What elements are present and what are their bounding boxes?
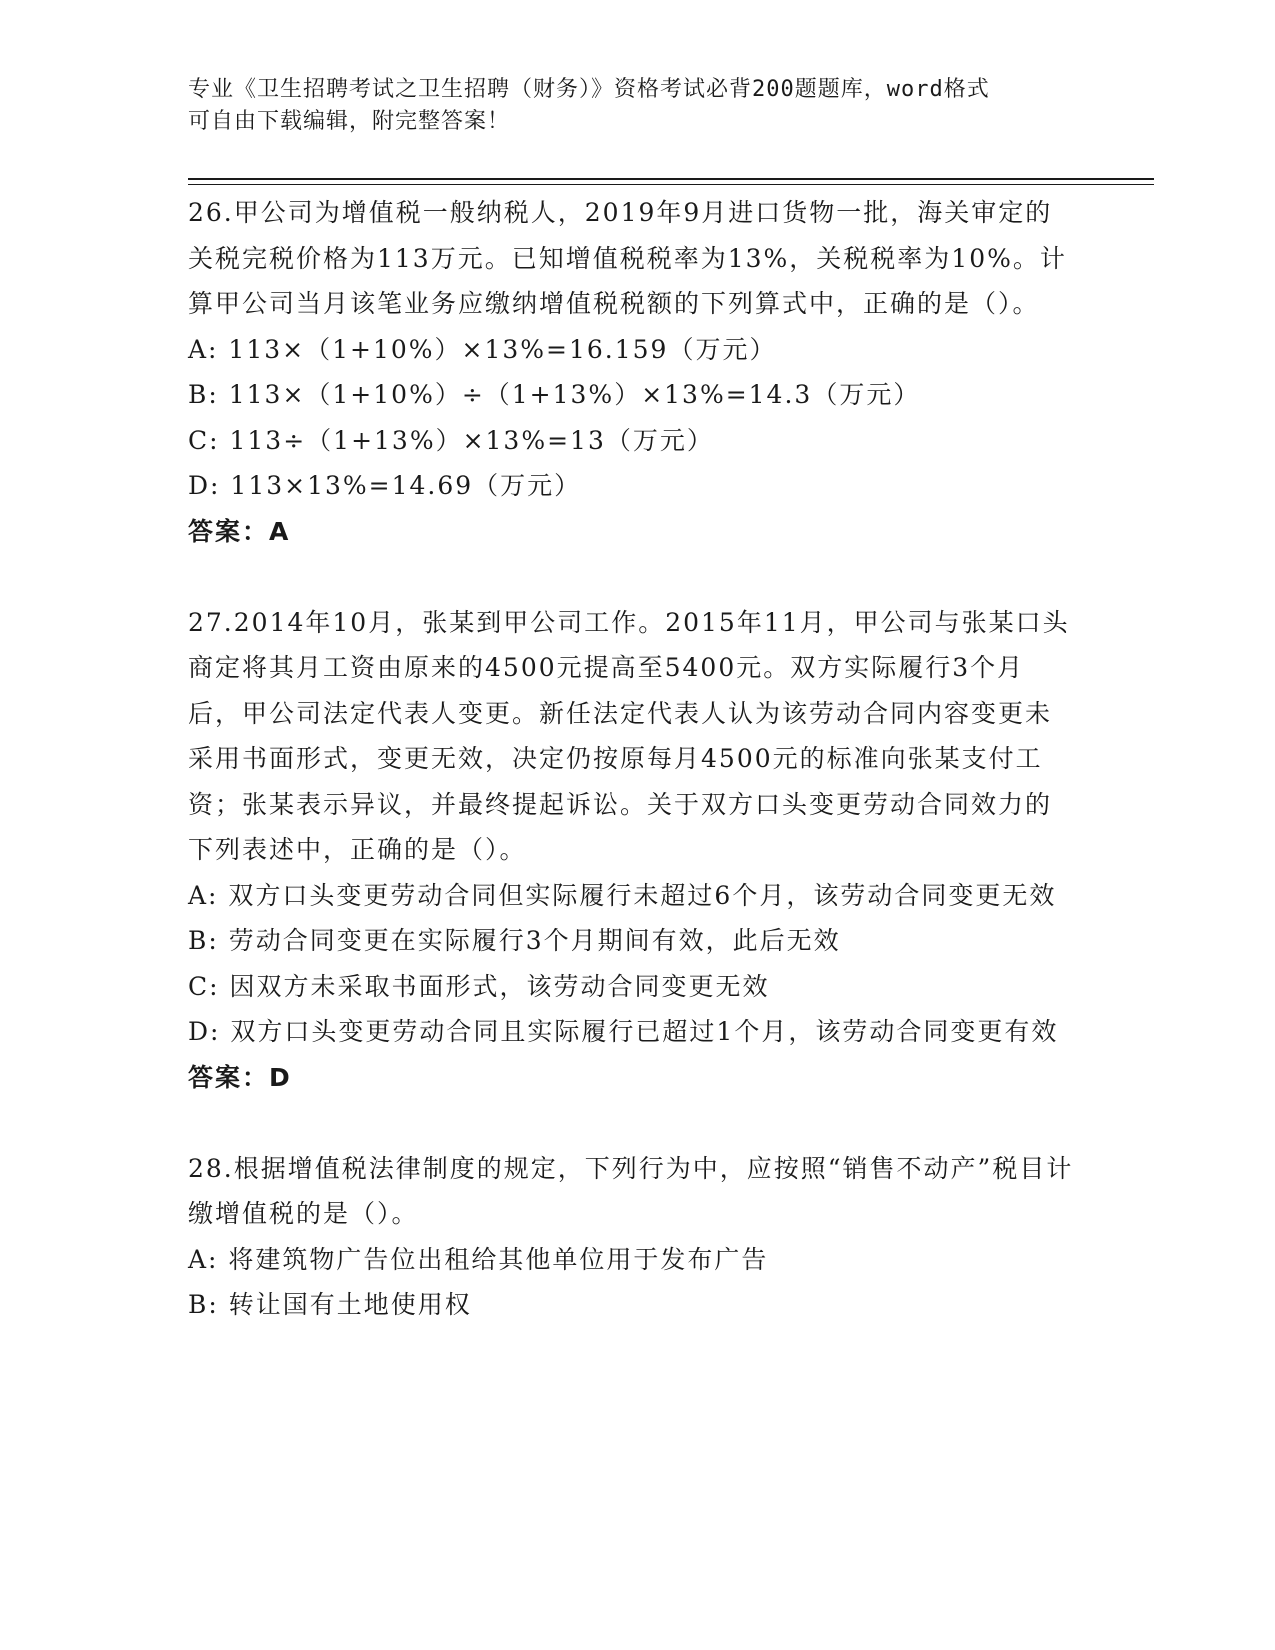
option-b: B: 转让国有土地使用权 — [188, 1290, 472, 1319]
question-stem: 27.2014年10月，张某到甲公司工作。2015年11月，甲公司与张某口头商定将其月工资由原来的4500元提高至5400元。双方实际履行3个月后，甲公司法定代表人变更。新任法定代表人认为该劳动合同内容变更未采用书面形式，变更无效，决定仍按原每月4500元的标准向张某支付工资；张某表示异议，并最终提起诉讼。关于双方口头变更劳动合同效力的下列表述中，正确的是（）。 — [188, 607, 1070, 864]
header-divider-thick — [188, 178, 1154, 180]
option-d: D: 113×13%=14.69（万元） — [188, 471, 582, 500]
question-spacer — [188, 554, 1078, 600]
question-28 — [188, 1146, 1078, 1328]
option-b: B: 劳动合同变更在实际履行3个月期间有效，此后无效 — [188, 926, 841, 955]
option-a: A: 双方口头变更劳动合同但实际履行未超过6个月，该劳动合同变更无效 — [188, 880, 1057, 910]
option-a: A: 113×（1+10%）×13%=16.159（万元） — [188, 334, 777, 364]
header-divider-thin — [188, 184, 1154, 185]
option-a: A: 将建筑物广告位出租给其他单位用于发布广告 — [188, 1244, 769, 1274]
question-stem: 28.根据增值税法律制度的规定，下列行为中，应按照“销售不动产”税目计缴增值税的是（）。 — [188, 1153, 1074, 1228]
question-stem: 26.甲公司为增值税一般纳税人，2019年9月进口货物一批，海关审定的关税完税价格为113万元。已知增值税税率为13%，关税税率为10%。计算甲公司当月该笔业务应缴纳增值税税额的下列算式中，正确的是（）。 — [188, 198, 1067, 318]
document-header: 专业《卫生招聘考试之卫生招聘（财务）》资格考试必背200题题库，word格式 可自由下载编辑，附完整答案！ — [188, 77, 990, 134]
option-d: D: 双方口头变更劳动合同且实际履行已超过1个月，该劳动合同变更有效 — [188, 1017, 1059, 1046]
question-list — [188, 190, 1078, 1328]
option-c: C: 因双方未采取书面形式，该劳动合同变更无效 — [188, 971, 770, 1001]
answer: 答案：A — [188, 516, 291, 546]
option-c: C: 113÷（1+13%）×13%=13（万元） — [188, 425, 714, 455]
question-27 — [188, 600, 1078, 1101]
question-spacer — [188, 1100, 1078, 1146]
option-b: B: 113×（1+10%）÷（1+13%）×13%=14.3（万元） — [188, 380, 921, 409]
question-26 — [188, 190, 1078, 554]
answer: 答案：D — [188, 1062, 292, 1092]
